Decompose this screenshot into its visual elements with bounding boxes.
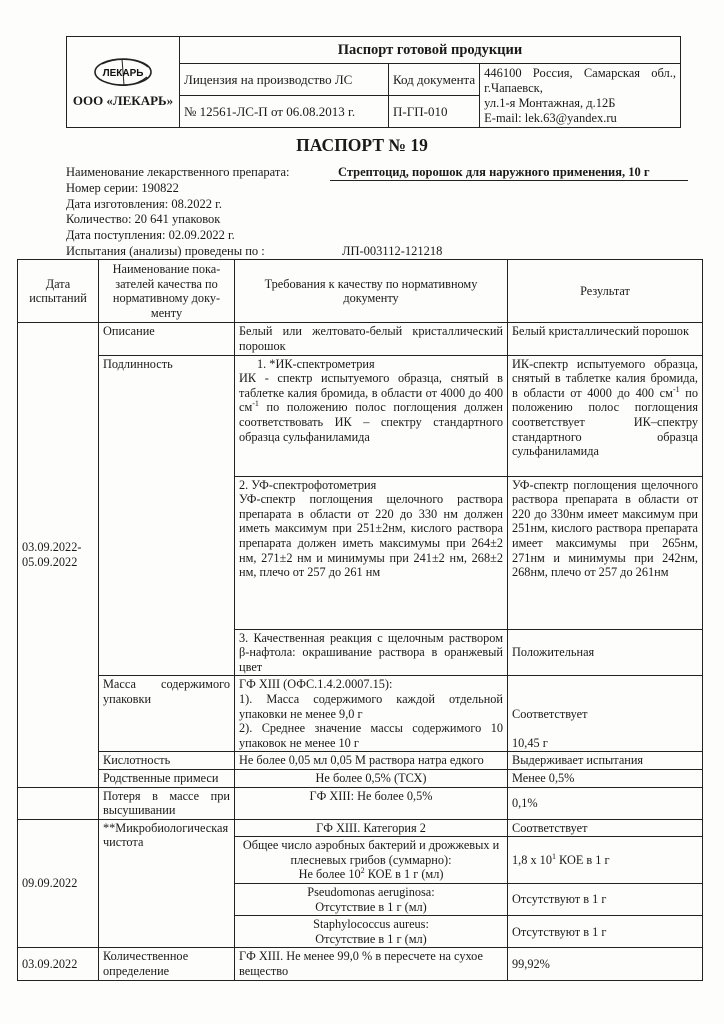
requirement bbox=[235, 916, 508, 948]
result: 0,1% bbox=[508, 787, 703, 819]
table-row bbox=[18, 752, 703, 770]
table-row bbox=[18, 787, 703, 819]
result: Положительная bbox=[508, 629, 703, 676]
requirement: ГФ XIII. Категория 2 bbox=[235, 819, 508, 837]
result: Отсутствуют в 1 г bbox=[508, 916, 703, 948]
result: Выдерживает испытания bbox=[508, 752, 703, 770]
company-email: E-mail: lek.63@yandex.ru bbox=[484, 110, 617, 125]
total-count-req-b: Не более $10^2$ КОЕ в 1 г (мл) bbox=[298, 866, 444, 882]
requirement: ГФ XIII. Не менее 99,0 % в пересчете на сухое вещество bbox=[235, 948, 508, 980]
tests-document: ЛП-003112-121218 bbox=[342, 244, 443, 258]
ir-title: 1. *ИК-спектрометрия bbox=[257, 356, 375, 371]
table-row bbox=[18, 676, 703, 752]
total-count-req-a: Общее число аэробных бактерий и дрожжевых и плесневых грибов (суммарно): bbox=[242, 838, 500, 867]
result bbox=[508, 355, 703, 476]
ir-result-b: по положению полос поглощения соответствует ИК–спектру стандартного образца сульфаниламида bbox=[512, 385, 698, 459]
requirement bbox=[235, 884, 508, 916]
indicator-name: **Микробиологическая чистота bbox=[99, 819, 235, 948]
superscript: -1 bbox=[252, 399, 259, 409]
uv-title: 2. УФ-спектрофотометрия bbox=[239, 477, 377, 492]
company-address bbox=[480, 64, 681, 128]
pseudomonas-req: Отсутствие в 1 г (мл) bbox=[315, 899, 427, 914]
header-result: Результат bbox=[508, 260, 703, 323]
result: Соответствует bbox=[508, 819, 703, 837]
header-indicator: Наименование пока-зателей качества по нормативному доку-менту bbox=[99, 260, 235, 323]
ir-requirement-b: по положению полос поглощения должен соответствовать ИК – спектру стандартного образца сульфаниламида bbox=[239, 400, 503, 444]
tests-label: Испытания (анализы) проведены по : bbox=[66, 243, 265, 258]
series-number: Номер серии: 190822 bbox=[66, 180, 179, 195]
ir-result-a: ИК-спектр испытуемого образца, снятый в таблетке калия бромида, в области от 4000 до 400 см bbox=[512, 356, 698, 400]
logo-text: ЛЕКАРЬ bbox=[102, 68, 144, 79]
empty-date-cell bbox=[18, 787, 99, 819]
requirement bbox=[235, 476, 508, 629]
result: 99,92% bbox=[508, 948, 703, 980]
doc-code-value: П-ГП-010 bbox=[389, 96, 480, 128]
company-cell bbox=[67, 37, 180, 128]
result: УФ-спектр поглощения щелочного раствора препарата в области от 220 до 330нм имеет максимум при 251нм, кислого раствора препарата имеет максимумы при 265нм, 271нм и минимумы при 242нм, 268нм, плечо от 257 до 261нм bbox=[508, 476, 703, 629]
mass-req-1: ГФ XIII (ОФС.1.4.2.0007.15): bbox=[239, 677, 393, 692]
drug-label: Наименование лекарственного препарата: bbox=[66, 165, 290, 179]
license-label: Лицензия на производство ЛС bbox=[180, 64, 389, 96]
table-row bbox=[18, 355, 703, 476]
table-row bbox=[18, 948, 703, 980]
passport-title: ПАСПОРТ № 19 bbox=[296, 135, 428, 155]
result: Белый кристаллический порошок bbox=[508, 323, 703, 355]
requirement: ГФ XIII: Не более 0,5% bbox=[235, 787, 508, 819]
mass-result-1: Соответствует bbox=[512, 707, 588, 722]
receipt-date: Дата поступления: 02.09.2022 г. bbox=[66, 228, 235, 243]
superscript: -1 bbox=[672, 384, 680, 394]
ir-requirement-a: ИК - спектр испытуемого образца, снятый в таблетке калия бромида, в области от 4000 до 400 см bbox=[239, 371, 503, 415]
requirement bbox=[235, 355, 508, 476]
table-row bbox=[18, 819, 703, 837]
address-line-1: 446100 Россия, Самарская обл., г.Чапаевск, bbox=[484, 65, 676, 95]
result: Отсутствуют в 1 г bbox=[508, 884, 703, 916]
address-line-2: ул.1-я Монтажная, д.12Б bbox=[484, 95, 616, 110]
result bbox=[508, 676, 703, 752]
doc-code-label: Код документа bbox=[389, 64, 480, 96]
result: 1,8 х $10^1$ КОЕ в 1 г bbox=[508, 837, 703, 884]
indicator-name: Количественное определение bbox=[99, 948, 235, 980]
staphylococcus-label: Staphylococcus aureus: bbox=[313, 917, 429, 932]
indicator-name: Подлинность bbox=[99, 355, 235, 676]
uv-requirement: УФ-спектр поглощения щелочного раствора препарата в области от 220 до 330 нм должен иметь максимум при 251±2нм, кислого раствора препарата должен иметь максимумы при 264±2 нм, 271±2 нм и минимумы при 241±2 нм, 268±2 нм, плечо от 257 до 261 нм bbox=[239, 492, 503, 580]
requirement: Белый или желтовато-белый кристаллический порошок bbox=[235, 323, 508, 355]
indicator-name: Родственные примеси bbox=[99, 769, 235, 787]
result: Менее 0,5% bbox=[508, 769, 703, 787]
indicator-name: Масса содержимого упаковки bbox=[99, 676, 235, 752]
requirement: 3. Качественная реакция с щелочным раствором β-нафтола: окрашивание раствора в оранжевый цвет bbox=[235, 629, 508, 676]
test-date: 03.09.2022-05.09.2022 bbox=[18, 323, 99, 787]
requirement bbox=[235, 676, 508, 752]
indicator-name: Описание bbox=[99, 323, 235, 355]
table-row bbox=[18, 323, 703, 355]
document-header bbox=[66, 36, 681, 128]
pseudomonas-label: Pseudomonas aeruginosa: bbox=[307, 885, 435, 900]
manufacture-date: Дата изготовления: 08.2022 г. bbox=[66, 196, 222, 211]
company-name: ООО «ЛЕКАРЬ» bbox=[72, 93, 174, 108]
requirement: Не более 0,05 мл 0,05 М раствора натра едкого bbox=[235, 752, 508, 770]
company-logo-icon bbox=[92, 55, 154, 89]
header-date: Дата испытаний bbox=[18, 260, 99, 323]
mass-req-3: 2). Среднее значение массы содержимого 10 упаковок не менее 10 г bbox=[239, 721, 503, 750]
mass-result-2: 10,45 г bbox=[512, 735, 548, 750]
test-date: 03.09.2022 bbox=[18, 948, 99, 980]
header-requirement: Требования к качеству по нормативному документу bbox=[235, 260, 508, 323]
table-header-row bbox=[18, 260, 703, 323]
staphylococcus-req: Отсутствие в 1 г (мл) bbox=[315, 931, 427, 946]
drug-name: Стрептоцид, порошок для наружного применения, 10 г bbox=[330, 165, 688, 181]
requirement: Не более 0,5% (ТСХ) bbox=[235, 769, 508, 787]
passport-info bbox=[66, 165, 290, 260]
indicator-name: Кислотность bbox=[99, 752, 235, 770]
test-date: 09.09.2022 bbox=[18, 819, 99, 948]
license-value: № 12561-ЛС-П от 06.08.2013 г. bbox=[180, 96, 389, 128]
table-row bbox=[18, 769, 703, 787]
indicator-name: Потеря в массе при высушивании bbox=[99, 787, 235, 819]
header-title: Паспорт готовой продукции bbox=[180, 37, 681, 64]
quality-table bbox=[17, 259, 703, 981]
quantity: Количество: 20 641 упаковок bbox=[66, 212, 221, 227]
requirement bbox=[235, 837, 508, 884]
mass-req-2: 1). Масса содержимого каждой отдельной упаковки не менее 9,0 г bbox=[239, 691, 503, 721]
